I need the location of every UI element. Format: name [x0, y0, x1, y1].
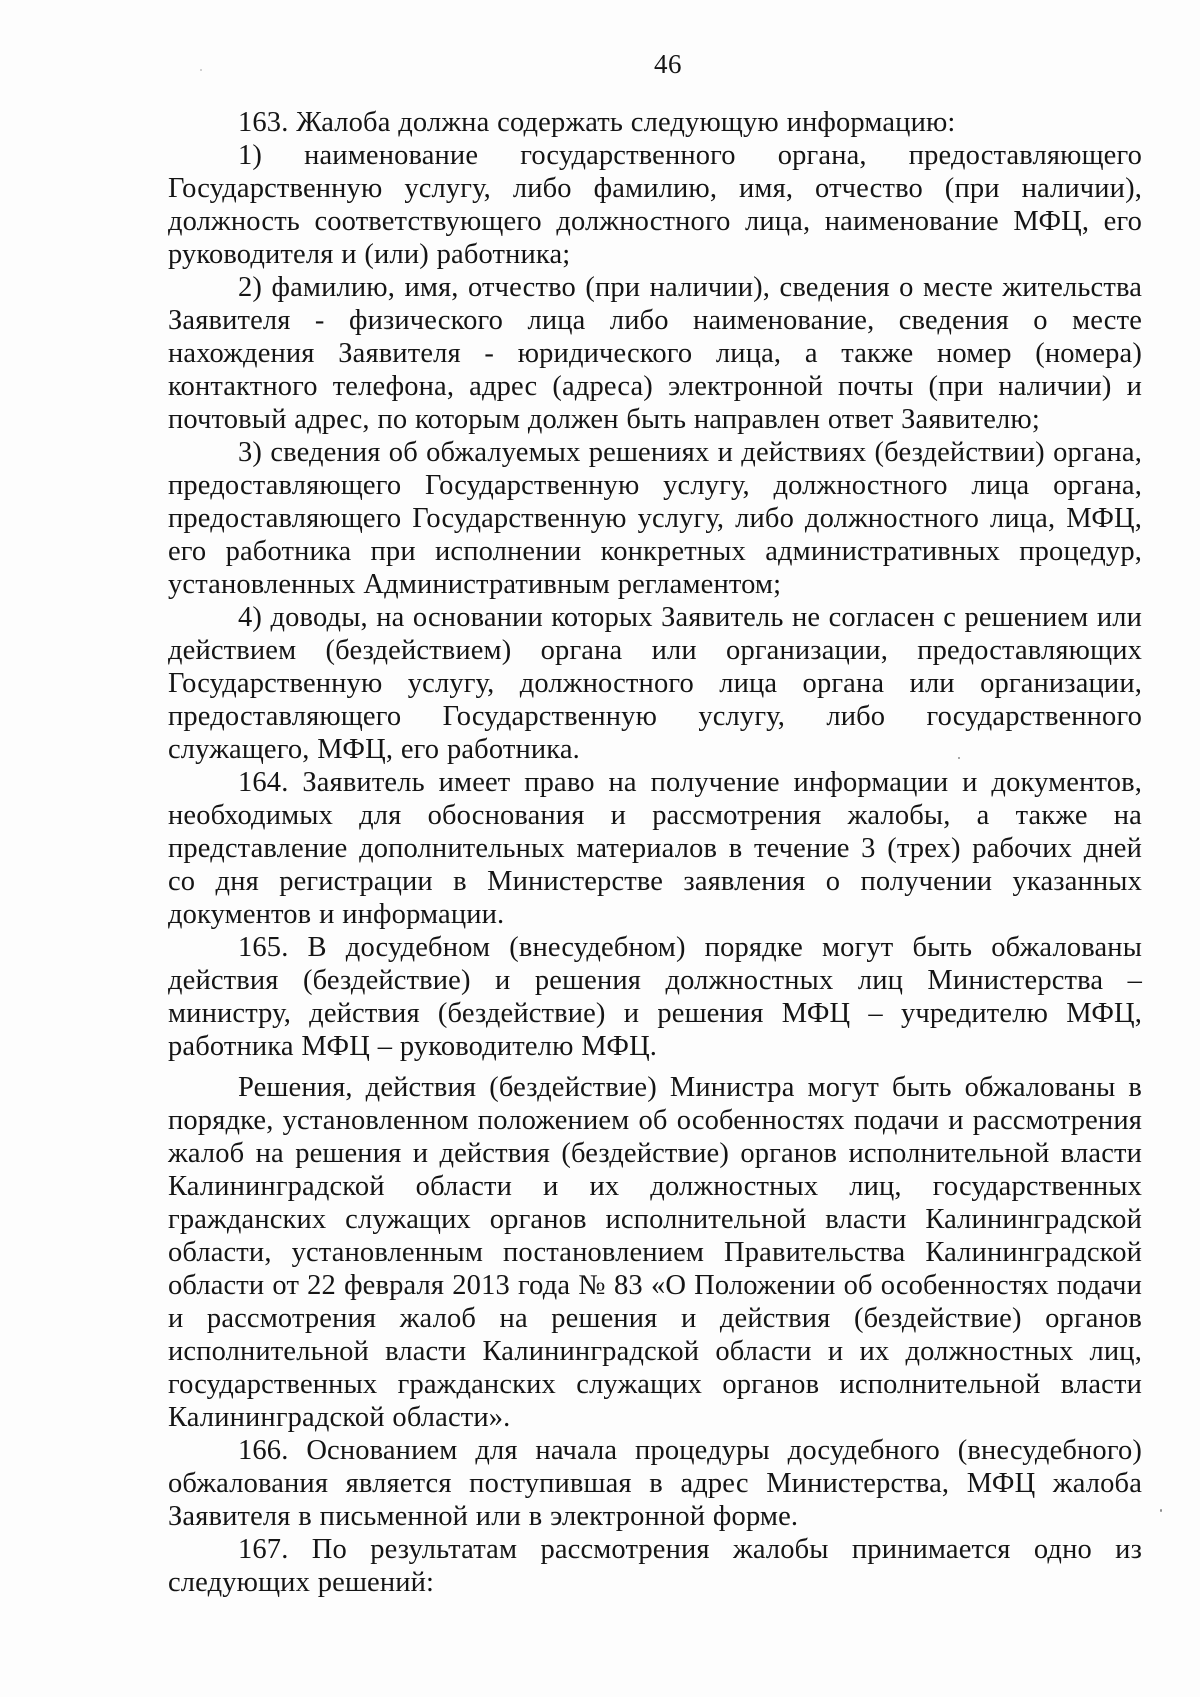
paragraph-164: 164. Заявитель имеет право на получение информации и документов, необходимых для обоснования и рассмотрения жалобы, а также на представление дополнительных материалов в течение 3 (трех) рабочих дней со дня регистрации в Министерстве заявления о получении указанных документов и информации. [168, 767, 1142, 930]
paragraph-165-appeal-procedure: Решения, действия (бездействие) Министра могут быть обжалованы в порядке, установленном положением об особенностях подачи и рассмотрения жалоб на решения и действия (бездействие) органов исполнительной власти Калининградской области и их должностных лиц, государственных гражданских служащих органов исполнительной власти Калининградской области, установленным постановлением Правительства Калининградской области от 22 февраля 2013 года № 83 «О Положении об особенностях подачи и рассмотрения жалоб на решения и действия (бездействие) органов исполнительной власти Калининградской области и их должностных лиц, государственных гражданских служащих органов исполнительной власти Калининградской области». [168, 1072, 1142, 1433]
paragraph-165: 165. В досудебном (внесудебном) порядке могут быть обжалованы действия (бездействие) и решения должностных лиц Министерства – министру, действия (бездействие) и решения МФЦ – учредителю МФЦ, работника МФЦ – руководителю МФЦ. [168, 932, 1142, 1062]
scan-speck [1160, 1509, 1162, 1512]
list-item-2-applicant-details: 2) фамилию, имя, отчество (при наличии), сведения о месте жительства Заявителя - физического лица либо наименование, сведения о месте нахождения Заявителя - юридического лица, а также номер (номера) контактного телефона, адрес (адреса) электронной почты (при наличии) и почтовый адрес, по которым должен быть направлен ответ Заявителю; [168, 272, 1142, 435]
paragraph-166: 166. Основанием для начала процедуры досудебного (внесудебного) обжалования является поступившая в адрес Министерства, МФЦ жалоба Заявителя в письменной или в электронной форме. [168, 1435, 1142, 1532]
list-item-4-arguments: 4) доводы, на основании которых Заявитель не согласен с решением или действием (бездействием) органа или организации, предоставляющих Государственную услугу, должностного лица органа или организации, предоставляющего Государственную услугу, либо государственного служащего, МФЦ, его работника. [168, 602, 1142, 765]
paragraph-163-intro: 163. Жалоба должна содержать следующую информацию: [238, 107, 956, 138]
list-item-3-appealed-decisions: 3) сведения об обжалуемых решениях и действиях (бездействии) органа, предоставляющего Государственную услугу, должностного лица органа, предоставляющего Государственную услугу, либо должностного лица, МФЦ, его работника при исполнении конкретных административных процедур, установленных Административным регламентом; [168, 437, 1142, 600]
page-number: 46 [654, 49, 682, 79]
document-body [168, 106, 1142, 1599]
scan-speck [200, 69, 202, 71]
paragraph-167: 167. По результатам рассмотрения жалобы принимается одно из следующих решений: [168, 1534, 1142, 1598]
scan-speck [958, 757, 960, 759]
list-item-1-authority-name: 1) наименование государственного органа, предоставляющего Государственную услугу, либо фамилию, имя, отчество (при наличии), должность соответствующего должностного лица, наименование МФЦ, его руководителя и (или) работника; [168, 140, 1142, 270]
